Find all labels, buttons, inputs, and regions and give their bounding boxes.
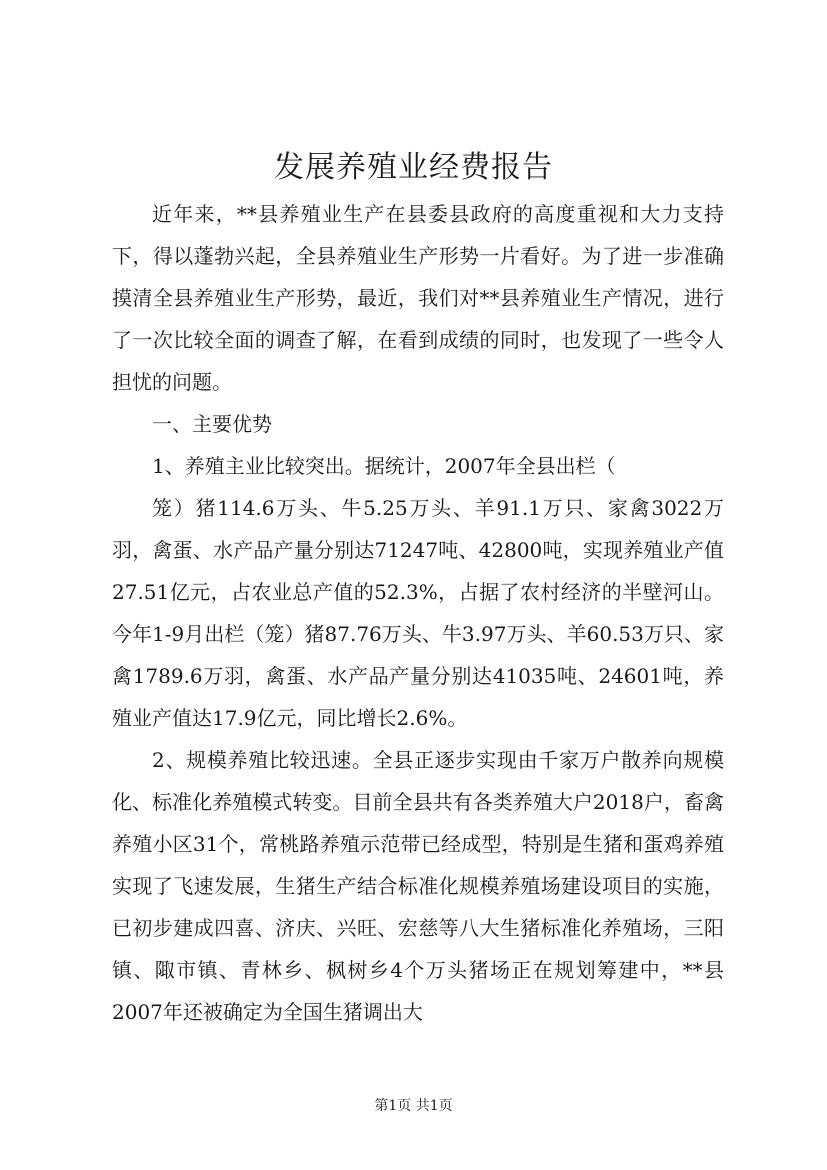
page-number-footer: 第1页 共1页 xyxy=(374,1098,453,1114)
document-body xyxy=(112,193,724,1033)
paragraph-item-1-body: 笼）猪114.6万头、牛5.25万头、羊91.1万只、家禽3022万羽，禽蛋、水产品产量分别达71247吨、42800吨，实现养殖业产值27.51亿元，占农业总产值的52.3%，占据了农村经济的半壁河山。今年1-9月出栏（笼）猪87.76万头、牛3.97万头、羊60.53万只、家禽1789.6万羽，禽蛋、水产品产量分别达41035吨、24601吨，养殖业产值达17.9亿元，同比增长2.6%。 xyxy=(112,496,724,730)
paragraph-intro: 近年来，**县养殖业生产在县委县政府的高度重视和大力支持下，得以蓬勃兴起，全县养殖业生产形势一片看好。为了进一步准确摸清全县养殖业生产形势，最近，我们对**县养殖业生产情况，进行了一次比较全面的调查了解，在看到成绩的同时，也发现了一些令人担忧的问题。 xyxy=(112,202,724,394)
paragraph-item-2: 2、规模养殖比较迅速。全县正逐步实现由千家万户散养向规模化、标准化养殖模式转变。目前全县共有各类养殖大户2018户，畜禽养殖小区31个，常桃路养殖示范带已经成型，特别是生猪和蛋鸡养殖实现了飞速发展，生猪生产结合标准化规模养殖场建设项目的实施，已初步建成四喜、济庆、兴旺、宏慈等八大生猪标准化养殖场，三阳镇、陬市镇、青林乡、枫树乡4个万头猪场正在规划筹建中，**县2007年还被确定为全国生猪调出大 xyxy=(112,748,724,1024)
paragraph-item-1-lead: 1、养殖主业比较突出。据统计，2007年全县出栏（ xyxy=(152,454,616,478)
document-title: 发展养殖业经费报告 xyxy=(274,150,553,185)
section-heading: 一、主要优势 xyxy=(152,412,272,436)
